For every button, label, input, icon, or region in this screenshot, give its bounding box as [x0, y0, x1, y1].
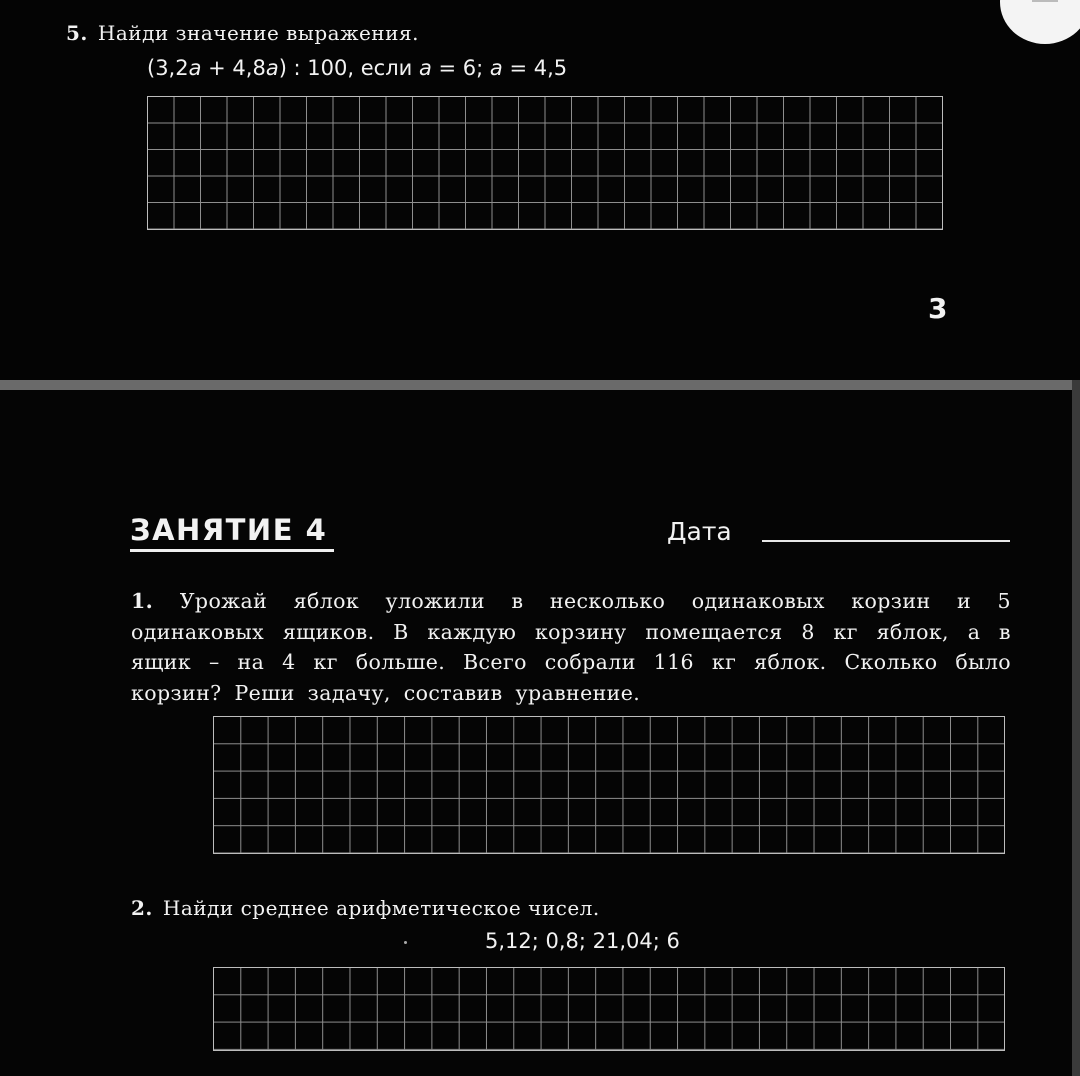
task-2-numbers: 5,12; 0,8; 21,04; 6	[485, 929, 680, 953]
variable-a: a	[265, 56, 279, 80]
task-5-number: 5.	[66, 21, 88, 45]
task-2-heading	[131, 896, 600, 920]
page-edge	[1072, 380, 1080, 1076]
task-1-text: Урожай яблок уложили в несколько одинаковых корзин и 5 одинаковых ящиков. В каждую корзину помещается 8 кг яблок, а в ящик – на 4 кг больше. Всего собрали 116 кг яблок. Сколько было корзин? Реши задачу, составив уравнение.	[131, 589, 1011, 705]
task-5-expression: (3,2a + 4,8a) : 100, если a = 6; a = 4,5	[147, 56, 568, 80]
task-5-text: Найди значение выражения.	[97, 21, 419, 45]
page-divider	[0, 380, 1080, 390]
date-input-line[interactable]	[762, 540, 1010, 542]
task-2-text: Найди среднее арифметическое чисел.	[162, 896, 600, 920]
variable-a: a	[418, 56, 432, 80]
variable-a: a	[188, 56, 202, 80]
variable-a: a	[489, 56, 503, 80]
answer-grid-task-1[interactable]	[213, 716, 1005, 854]
task-2-number: 2.	[131, 896, 153, 920]
stray-dot	[404, 941, 407, 944]
task-5-heading	[66, 21, 419, 45]
task-1	[131, 586, 1011, 708]
date-label: Дата	[667, 517, 732, 546]
task-1-number: 1.	[131, 589, 154, 613]
answer-grid-task-2[interactable]	[213, 967, 1005, 1051]
answer-grid-task-5[interactable]	[147, 96, 943, 230]
page-number: 3	[928, 292, 948, 325]
lesson-title-underline	[130, 549, 334, 552]
lesson-title: ЗАНЯТИЕ 4	[130, 513, 328, 547]
